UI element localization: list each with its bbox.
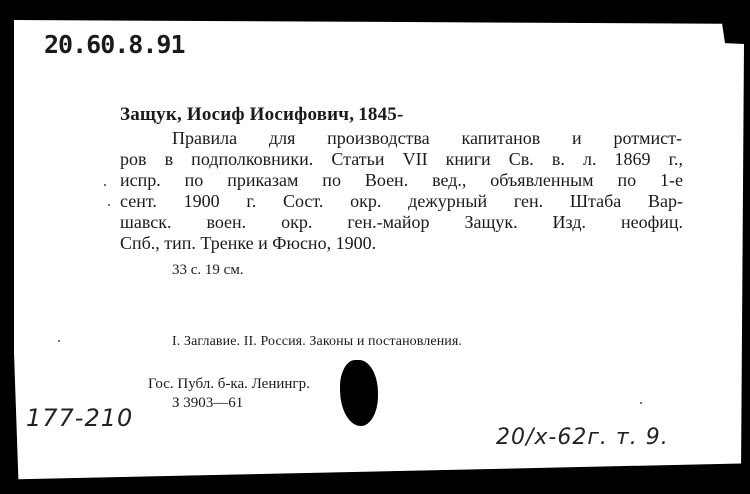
scan-speck — [58, 340, 60, 342]
author-name: Защук, Иосиф Иосифович, — [120, 104, 355, 125]
body-line-2: ров в подполковники. Статьи VII книги Св. в. л. 1869 г., — [120, 149, 683, 169]
body-line-6: Спб., тип. Тренке и Фюсно, 1900. — [120, 233, 377, 253]
scan-speck — [104, 184, 106, 186]
body-line-1: Правила для производства капитанов и ротмист- — [172, 128, 682, 148]
library-accession: З 3903—61 — [172, 395, 244, 411]
body-line-5: шавск. воен. окр. ген.-майор Защук. Изд. неофиц. — [120, 212, 683, 232]
collation: 33 с. 19 см. — [172, 262, 244, 278]
handwritten-note-right: 20/х-62г. т. 9. — [496, 425, 669, 450]
author-years: 1845- — [358, 104, 404, 125]
heading — [120, 104, 404, 126]
subject-tracings: I. Заглавие. II. Россия. Законы и постановления. — [172, 334, 463, 349]
library-name: Гос. Публ. б-ка. Ленингр. — [148, 376, 310, 392]
catalog-number: 20.60.8.91 — [44, 30, 185, 59]
scan-speck — [108, 204, 110, 206]
scan-speck — [640, 402, 642, 404]
scan-edge — [14, 18, 727, 21]
body-line-3: испр. по приказам по Воен. вед., объявленным по 1-е — [120, 170, 683, 190]
ink-blot — [340, 360, 378, 426]
handwritten-note-left: 177-210 — [26, 404, 134, 432]
body-line-4: сент. 1900 г. Сост. окр. дежурный ген. Штаба Вар- — [120, 191, 683, 211]
